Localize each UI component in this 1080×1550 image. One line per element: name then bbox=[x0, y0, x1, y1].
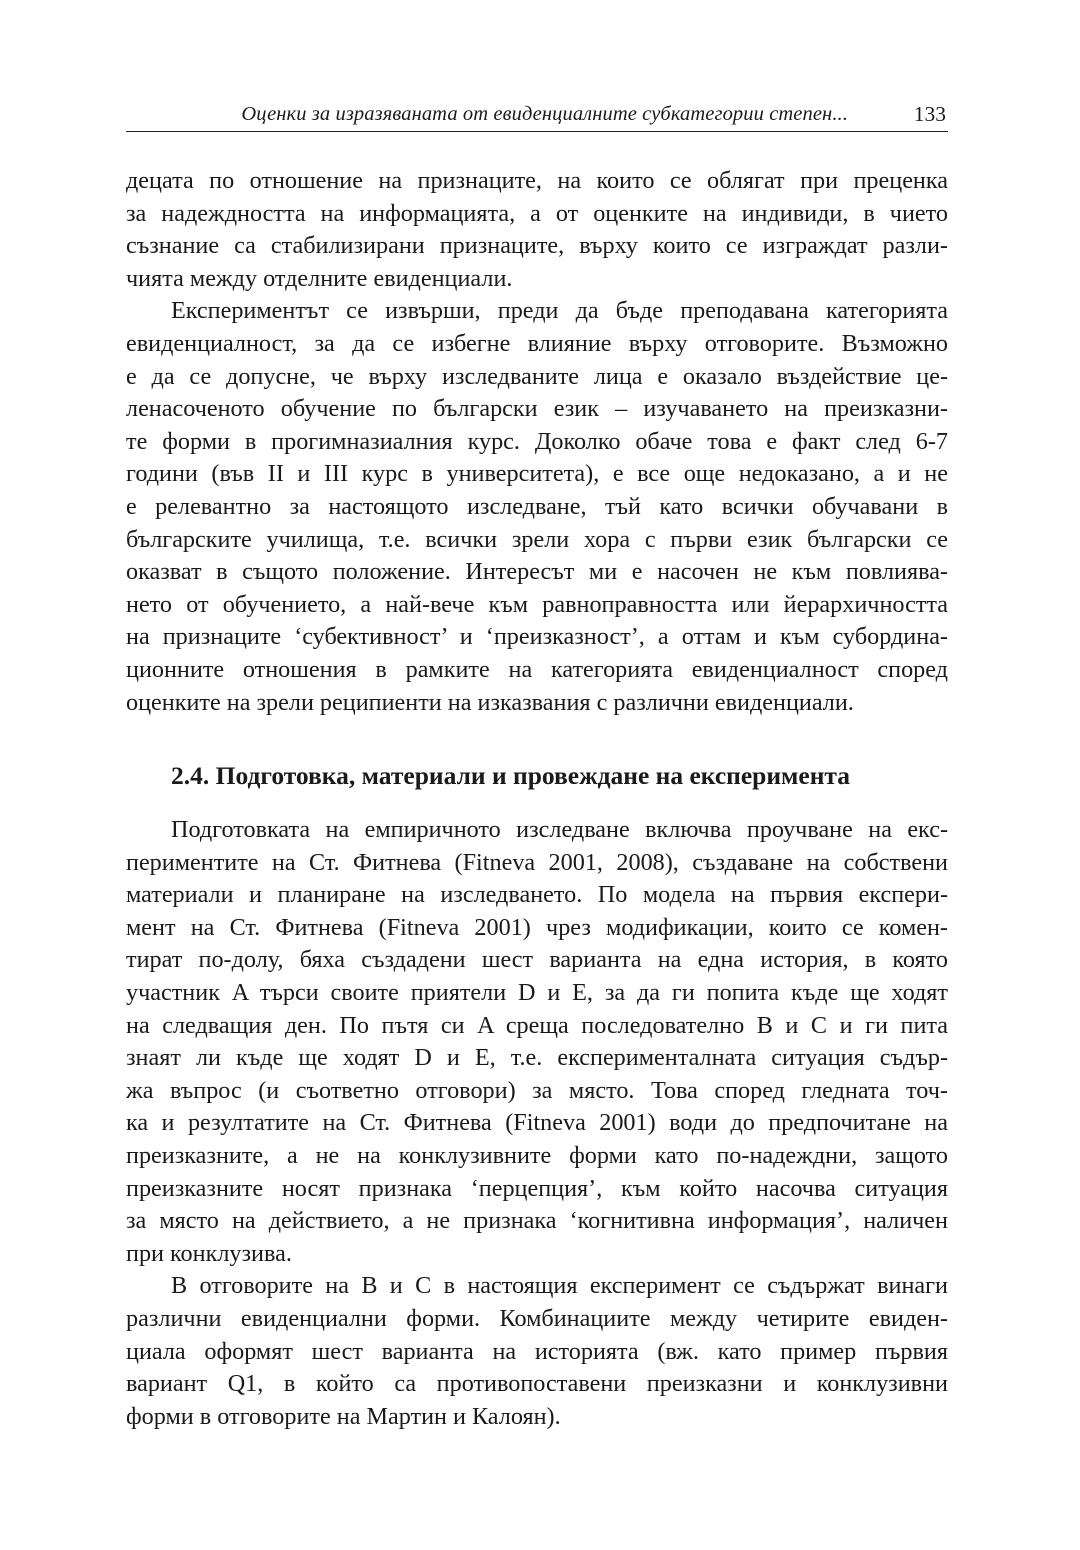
text-line: на следващия ден. По пътя си A среща последователно B и C и ги пита bbox=[126, 1011, 948, 1039]
text-line: ционните отношения в рамките на категорията евиденциалност според bbox=[126, 655, 948, 683]
text-line: преизказните носят признака ‘перцепция’, към който насочва ситуация bbox=[126, 1174, 948, 1202]
text-line: В отговорите на B и C в настоящия експеримент се съдържат винаги bbox=[171, 1272, 948, 1300]
text-line: знаят ли къде ще ходят D и E, т.е. експерименталната ситуация съдър- bbox=[126, 1044, 948, 1072]
running-title: Оценки за изразяваната от евиденциалните субкатегории степен... bbox=[241, 103, 848, 125]
text-line: жа въпрос (и съответно отговори) за място. Това според гледната точ- bbox=[126, 1076, 948, 1104]
text-line: мент на Ст. Фитнева (Fitneva 2001) чрез модификации, които се комен- bbox=[126, 913, 948, 941]
text-line: е да се допусне, че върху изследваните лица е оказало въздействие це- bbox=[126, 362, 948, 390]
paragraph-1 bbox=[126, 165, 948, 295]
text-line: те форми в прогимназиалния курс. Доколко обаче това е факт след 6-7 bbox=[126, 427, 948, 455]
section-heading: 2.4. Подготовка, материали и провеждане на експеримента bbox=[171, 761, 850, 791]
paragraph-4 bbox=[126, 1270, 948, 1433]
paragraph-2 bbox=[126, 295, 948, 719]
text-line: съзнание са стабилизирани признаците, върху които се изграждат разли- bbox=[126, 232, 948, 260]
text-line: ка и резултатите на Ст. Фитнева (Fitneva 2001) води до предпочитане на bbox=[126, 1109, 948, 1137]
text-line: Експериментът се извърши, преди да бъде преподавана категорията bbox=[171, 297, 948, 325]
text-line: нето от обучението, а най-вече към равноправността или йерархичността bbox=[126, 590, 948, 618]
text-line: евиденциалност, за да се избегне влияние върху отговорите. Възможно bbox=[126, 329, 948, 357]
text-line: Подготовката на емпиричното изследване включва проучване на екс- bbox=[171, 816, 948, 844]
text-line: децата по отношение на признаците, на които се облягат при преценка bbox=[126, 167, 948, 194]
text-line: чията между отделните евиденциали. bbox=[126, 264, 513, 292]
text-line: вариант Q1, в който са противопоставени преизказни и конклузивни bbox=[126, 1370, 948, 1398]
text-line: за място на действието, а не признака ‘когнитивна информация’, наличен bbox=[126, 1207, 948, 1235]
text-line: материали и планиране на изследването. По модела на първия експери- bbox=[126, 881, 948, 909]
text-line: българските училища, т.е. всички зрели хора с първи език български се bbox=[126, 525, 948, 553]
body-text bbox=[126, 165, 948, 1433]
text-line: оценките на зрели реципиенти на изказвания с различни евиденциали. bbox=[126, 688, 854, 716]
text-line: за надеждността на информацията, а от оценките на индивиди, в чието bbox=[126, 199, 948, 227]
text-line: ленасоченото обучение по български език – изучаването на преизказни- bbox=[126, 395, 948, 423]
text-line: е релевантно за настоящото изследване, тъй като всички обучавани в bbox=[126, 492, 948, 520]
text-line: форми в отговорите на Мартин и Калоян). bbox=[126, 1402, 561, 1430]
text-line: на признаците ‘субективност’ и ‘преизказност’, а оттам и към субордина- bbox=[126, 623, 948, 651]
text-line: години (във II и III курс в университета), е все още недоказано, а и не bbox=[126, 460, 948, 488]
page-number: 133 bbox=[913, 102, 946, 126]
running-header bbox=[126, 100, 948, 132]
paragraph-3 bbox=[126, 814, 948, 1270]
text-line: циала оформят шест варианта на историята (вж. като пример първия bbox=[126, 1337, 948, 1365]
text-line: оказват в същото положение. Интересът ми е насочен не към повлиява- bbox=[126, 558, 948, 586]
text-line: преизказните, а не на конклузивните форми като по-надеждни, защото bbox=[126, 1142, 948, 1170]
text-line: тират по-долу, бяха създадени шест варианта на една история, в която bbox=[126, 946, 948, 974]
text-line: участник A търси своите приятели D и E, за да ги попита къде ще ходят bbox=[126, 979, 948, 1007]
text-line: различни евиденциални форми. Комбинациите между четирите евиден- bbox=[126, 1305, 948, 1332]
text-line: при конклузива. bbox=[126, 1239, 292, 1267]
text-line: периментите на Ст. Фитнева (Fitneva 2001, 2008), създаване на собствени bbox=[126, 848, 948, 876]
